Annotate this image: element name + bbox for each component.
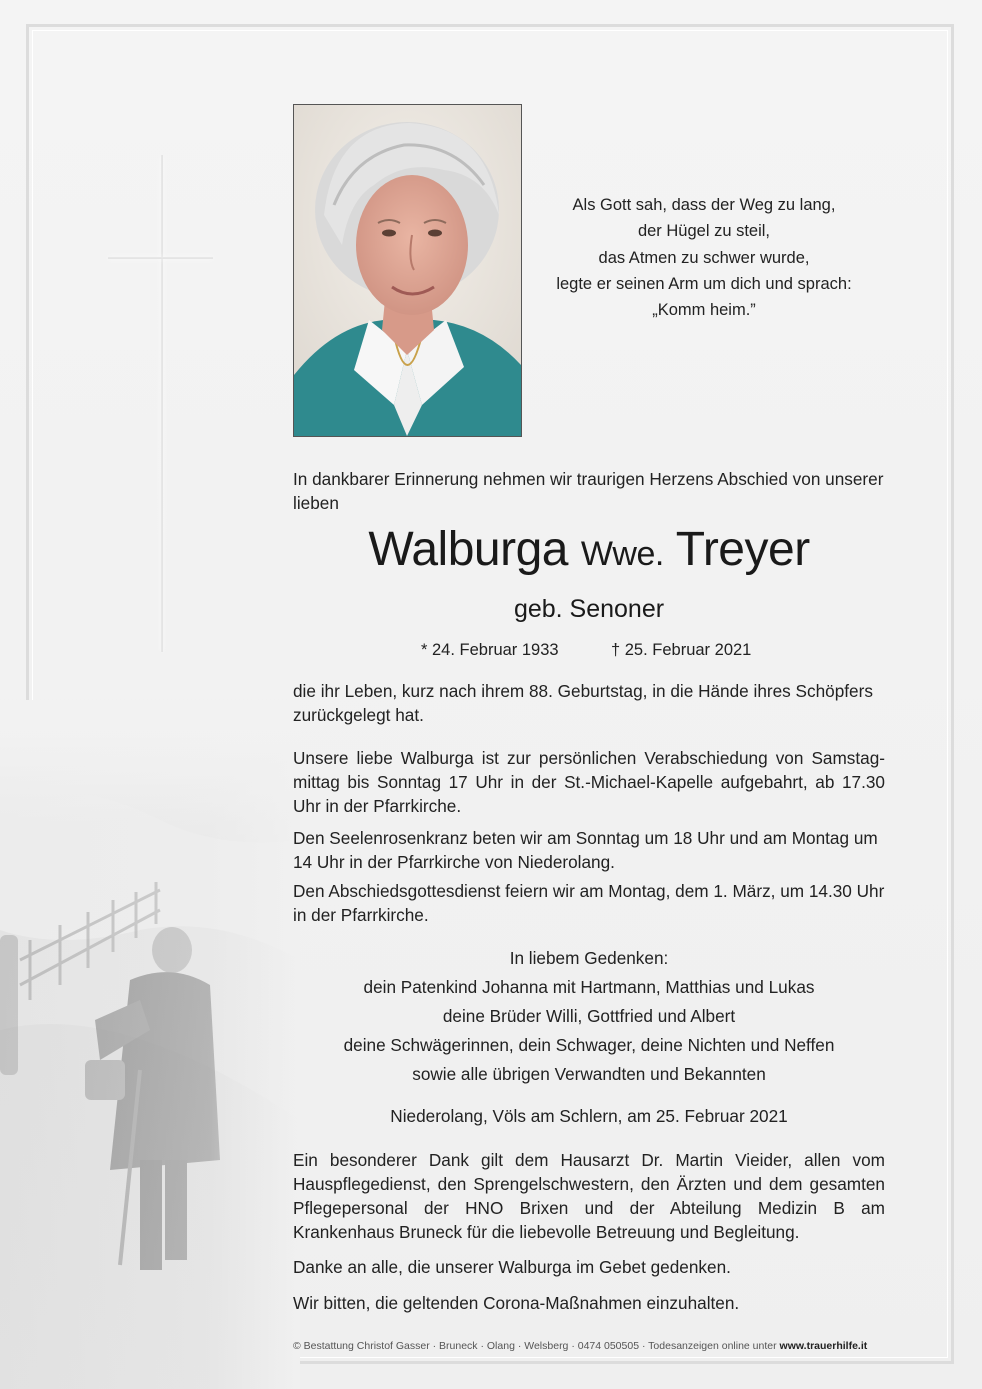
death-date: † 25. Februar 2021 — [611, 641, 752, 659]
birth-date: * 24. Februar 1933 — [421, 641, 559, 659]
maiden-name: geb. Senoner — [513, 595, 665, 623]
poem-line: legte er seinen Arm um dich und sprach: — [556, 274, 852, 293]
poem-line: „Komm heim.” — [652, 301, 756, 320]
footer-link[interactable]: www.trauerhilfe.it — [779, 1340, 868, 1352]
portrait-photo — [293, 104, 522, 437]
mourners-heading: In liebem Gedenken: — [509, 948, 669, 968]
viewing-paragraph: Unsere liebe Walburga ist zur persönlichen Verabschiedung von Samstag-mittag bis Sonntag 17 Uhr in der St.-Michael-Kapelle aufgebahrt, ab 17.30 Uhr in der Pfarrkirche. — [293, 748, 885, 816]
thanks-paragraph: Ein besonderer Dank gilt dem Hausarzt Dr. Martin Vieider, allen vom Hauspflegedienst, den Sprengelschwestern, den Ärzten und dem gesamten Pflegepersonal der HNO Brixen und der Abteilung Medizin B am Krankenhaus Bruneck für die liebevolle Betreuung und Begleitung. — [293, 1150, 885, 1242]
mourner-line: dein Patenkind Johanna mit Hartmann, Matthias und Lukas — [363, 977, 815, 997]
footer-text: © Bestattung Christof Gasser · Bruneck · Olang · Welsberg · 0474 050505 · Todesanzeigen online unter — [293, 1340, 777, 1352]
cross-horizontal-beam — [108, 257, 213, 259]
poem-line: der Hügel zu steil, — [637, 222, 771, 241]
mourner-line: deine Schwägerinnen, dein Schwager, deine Nichten und Neffen — [343, 1035, 835, 1055]
mourner-line: deine Brüder Willi, Gottfried und Albert — [442, 1006, 736, 1026]
place-date: Niederolang, Völs am Schlern, am 25. Februar 2021 — [390, 1106, 788, 1126]
funeral-paragraph: Den Abschiedsgottesdienst feiern wir am Montag, dem 1. März, um 14.30 Uhr in der Pfarrkirche. — [293, 881, 885, 925]
poem — [540, 192, 868, 323]
life-paragraph: die ihr Leben, kurz nach ihrem 88. Geburtstag, in die Hände ihres Schöpfers zurückgelegt hat. — [293, 681, 873, 725]
intro-text: In dankbarer Erinnerung nehmen wir traurigen Herzens Abschied von unserer lieben — [293, 469, 884, 513]
deceased-name — [293, 520, 885, 584]
background-winter-scene — [0, 700, 300, 1389]
corona-paragraph: Wir bitten, die geltenden Corona-Maßnahmen einzuhalten. — [293, 1293, 740, 1313]
poem-line: Als Gott sah, dass der Weg zu lang, — [572, 196, 836, 214]
last-name: Treyer — [675, 523, 810, 576]
mourner-line: sowie alle übrigen Verwandten und Bekannten — [412, 1064, 766, 1084]
poem-line: das Atmen zu schwer wurde, — [598, 248, 810, 267]
mourners-block — [293, 944, 885, 1089]
cross-vertical-beam — [161, 155, 163, 652]
widow-title: Wwe. — [580, 535, 664, 573]
prayer-paragraph: Danke an alle, die unserer Walburga im Gebet gedenken. — [293, 1257, 731, 1277]
first-name: Walburga — [368, 523, 568, 576]
rosary-paragraph: Den Seelenrosenkranz beten wir am Sonntag um 18 Uhr und am Montag um 14 Uhr in der Pfarrkirche von Niederolang. — [293, 828, 878, 872]
footer — [293, 1338, 893, 1354]
